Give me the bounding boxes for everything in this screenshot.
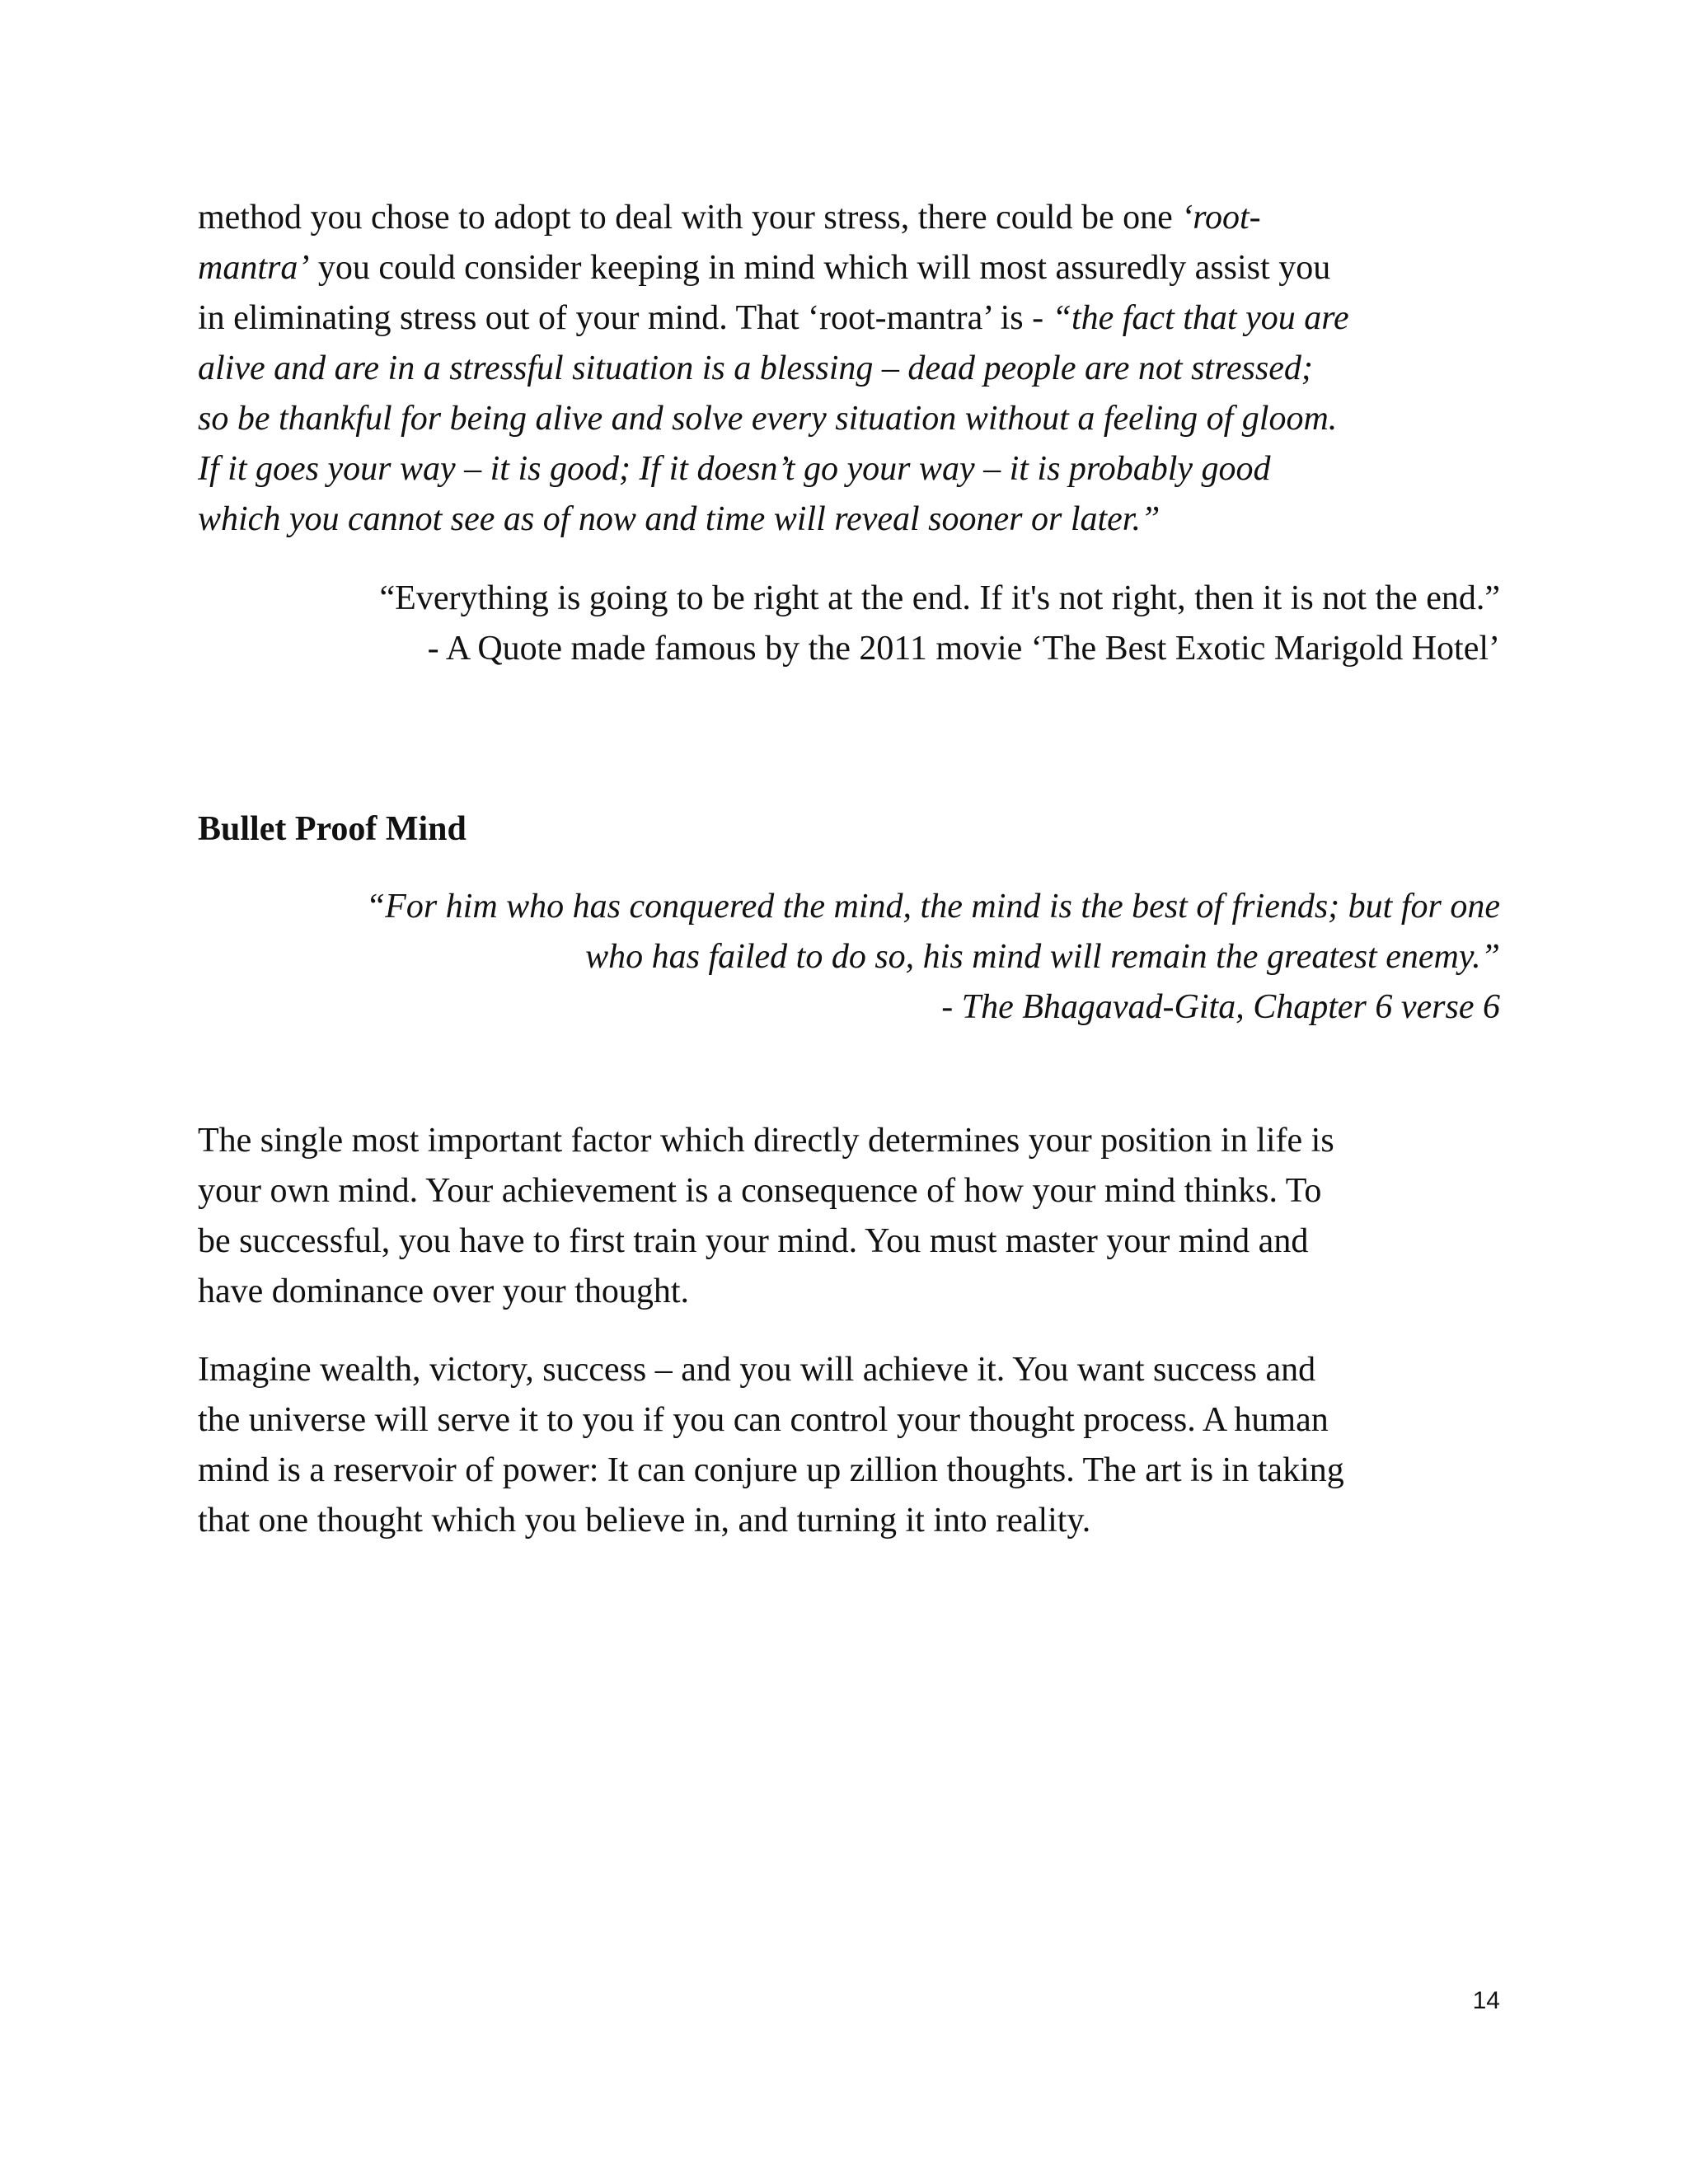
paragraph-1-line-3: be successful, you have to first train your mind. You must master your mind and xyxy=(198,1222,1309,1260)
intro-line-3 xyxy=(198,293,1500,344)
paragraph-1-line-1: The single most important factor which directly determines your position in life is xyxy=(198,1122,1334,1160)
intro-line-5: so be thankful for being alive and solve every situation without a feeling of gloom. xyxy=(198,400,1338,438)
intro-line-4: alive and are in a stressful situation is a blessing – dead people are not stressed; xyxy=(198,349,1313,387)
page-number: 14 xyxy=(1472,1987,1500,2014)
intro-line-2-italic: mantra’ xyxy=(198,249,310,287)
body-paragraph-1 xyxy=(198,1116,1500,1317)
body-paragraph-2 xyxy=(198,1345,1500,1546)
movie-quote-text: “Everything is going to be right at the end. If it's not right, then it is not the end.” xyxy=(379,579,1500,617)
gita-quote-attribution: - The Bhagavad-Gita, Chapter 6 verse 6 xyxy=(941,988,1500,1026)
intro-line-1 xyxy=(198,193,1500,243)
section-heading: Bullet Proof Mind xyxy=(198,810,467,848)
paragraph-1-line-4: have dominance over your thought. xyxy=(198,1272,689,1310)
intro-line-1-italic: ‘root- xyxy=(1181,199,1261,237)
intro-line-1-text: method you chose to adopt to deal with your stress, there could be one xyxy=(198,199,1182,237)
paragraph-2-line-3: mind is a reservoir of power: It can conjure up zillion thoughts. The art is in taking xyxy=(198,1451,1344,1489)
paragraph-2-line-1: Imagine wealth, victory, success – and you will achieve it. You want success and xyxy=(198,1351,1316,1389)
movie-quote-attribution: - A Quote made famous by the 2011 movie ‘The Best Exotic Marigold Hotel’ xyxy=(427,630,1500,668)
paragraph-1-line-2: your own mind. Your achievement is a consequence of how your mind thinks. To xyxy=(198,1172,1322,1210)
intro-line-6: If it goes your way – it is good; If it doesn’t go your way – it is probably good xyxy=(198,450,1271,488)
intro-line-2-text: you could consider keeping in mind which will most assuredly assist you xyxy=(309,249,1331,287)
intro-line-2 xyxy=(198,243,1500,293)
paragraph-2-line-2: the universe will serve it to you if you can control your thought process. A human xyxy=(198,1401,1329,1439)
paragraph-2-line-4: that one thought which you believe in, and turning it into reality. xyxy=(198,1502,1091,1540)
intro-paragraph xyxy=(198,193,1500,545)
gita-quote-line-1: “For him who has conquered the mind, the mind is the best of friends; but for one xyxy=(365,888,1500,926)
intro-line-7: which you cannot see as of now and time will reveal sooner or later.” xyxy=(198,500,1160,538)
intro-line-3-text: in eliminating stress out of your mind. That ‘root-mantra’ is - xyxy=(198,299,1053,337)
intro-line-3-italic: “the fact that you are xyxy=(1052,299,1349,337)
gita-quote-line-2: who has failed to do so, his mind will remain the greatest enemy.” xyxy=(585,938,1500,976)
movie-quote xyxy=(198,574,1500,674)
gita-quote xyxy=(198,882,1500,1033)
